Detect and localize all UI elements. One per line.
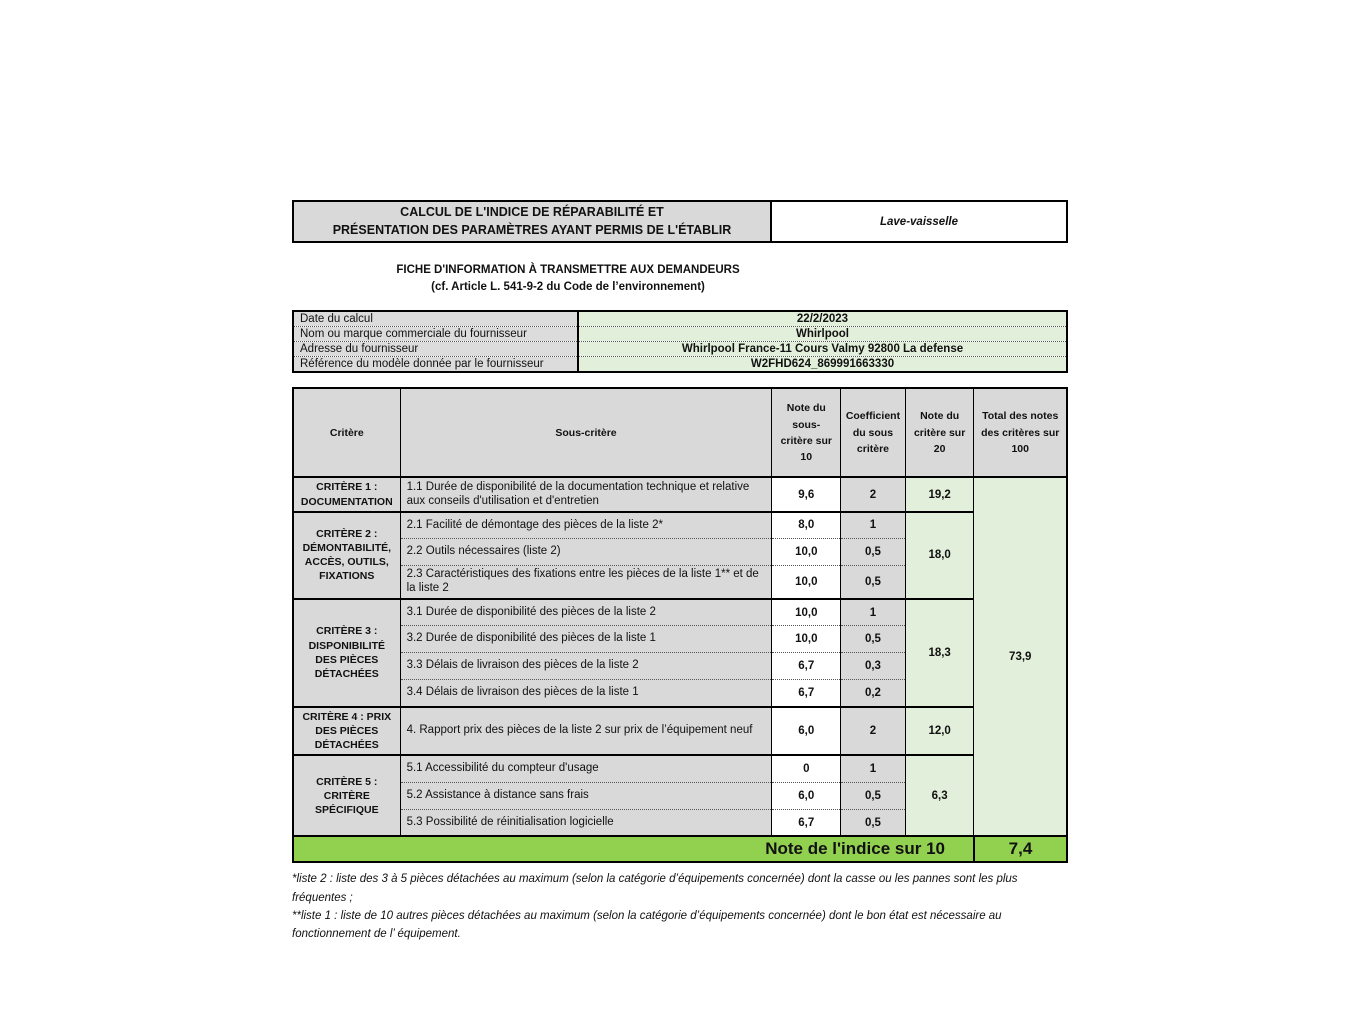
table-row bbox=[293, 477, 1067, 511]
info-row-address bbox=[293, 342, 1067, 357]
criteria-table bbox=[292, 387, 1068, 863]
note10-cell: 10,0 bbox=[772, 566, 841, 599]
final-score-label: Note de l'indice sur 10 bbox=[293, 836, 974, 862]
page-title bbox=[292, 200, 772, 243]
criterion-group-cell: CRITÈRE 5 : CRITÈRE SPÉCIFIQUE bbox=[293, 755, 400, 836]
final-score-row bbox=[293, 836, 1067, 862]
subcriterion-cell: 3.1 Durée de disponibilité des pièces de la liste 2 bbox=[400, 599, 772, 626]
coefficient-cell: 0,5 bbox=[841, 626, 906, 653]
subcriterion-cell: 4. Rapport prix des pièces de la liste 2 sur prix de l’équipement neuf bbox=[400, 707, 772, 756]
coefficient-cell: 0,3 bbox=[841, 653, 906, 680]
footnotes bbox=[292, 870, 1068, 944]
note10-cell: 10,0 bbox=[772, 539, 841, 566]
coefficient-cell: 0,5 bbox=[841, 809, 906, 836]
subcriterion-cell: 3.3 Délais de livraison des pièces de la liste 2 bbox=[400, 653, 772, 680]
table-row bbox=[293, 755, 1067, 782]
info-value-cell: Whirlpool France-11 Cours Valmy 92800 La defense bbox=[578, 342, 1067, 357]
coefficient-cell: 0,5 bbox=[841, 539, 906, 566]
note20-cell: 12,0 bbox=[905, 707, 974, 756]
title-line-1: CALCUL DE L'INDICE DE RÉPARABILITÉ ET bbox=[400, 205, 664, 219]
note10-cell: 10,0 bbox=[772, 599, 841, 626]
info-label-cell: Adresse du fournisseur bbox=[293, 342, 578, 357]
subcriterion-cell: 1.1 Durée de disponibilité de la documentation technique et relative aux conseils d'utilisation et d'entretien bbox=[400, 477, 772, 511]
info-label-cell: Nom ou marque commerciale du fournisseur bbox=[293, 327, 578, 342]
note10-cell: 6,7 bbox=[772, 809, 841, 836]
product-type-box bbox=[772, 200, 1068, 243]
note10-cell: 6,0 bbox=[772, 707, 841, 756]
info-row-date bbox=[293, 311, 1067, 327]
table-row bbox=[293, 707, 1067, 756]
coefficient-cell: 0,5 bbox=[841, 566, 906, 599]
note10-cell: 8,0 bbox=[772, 512, 841, 539]
repairability-index-sheet bbox=[292, 200, 1068, 944]
info-label-cell: Date du calcul bbox=[293, 311, 578, 327]
column-header-subcriterion: Sous-critère bbox=[400, 388, 772, 477]
subcriterion-cell: 2.3 Caractéristiques des fixations entre les pièces de la liste 1** et de la liste 2 bbox=[400, 566, 772, 599]
final-score-value: 7,4 bbox=[974, 836, 1067, 862]
note20-cell: 18,3 bbox=[905, 599, 974, 707]
column-header-note10: Note du sous-critère sur 10 bbox=[772, 388, 841, 477]
info-row-brand bbox=[293, 327, 1067, 342]
column-header-criterion: Critère bbox=[293, 388, 400, 477]
coefficient-cell: 0,5 bbox=[841, 782, 906, 809]
table-row bbox=[293, 599, 1067, 626]
criterion-group-cell: CRITÈRE 2 : DÉMONTABILITÉ, ACCÈS, OUTILS, FIXATIONS bbox=[293, 512, 400, 599]
coefficient-cell: 2 bbox=[841, 477, 906, 511]
subtitle-line-1: FICHE D'INFORMATION À TRANSMETTRE AUX DEMANDEURS bbox=[396, 264, 740, 276]
criterion-group-cell: CRITÈRE 3 : DISPONIBILITÉ DES PIÈCES DÉTACHÉES bbox=[293, 599, 400, 707]
note20-cell: 19,2 bbox=[905, 477, 974, 511]
note10-cell: 6,7 bbox=[772, 653, 841, 680]
note10-cell: 9,6 bbox=[772, 477, 841, 511]
column-header-note20: Note du critère sur 20 bbox=[905, 388, 974, 477]
coefficient-cell: 2 bbox=[841, 707, 906, 756]
note10-cell: 0 bbox=[772, 755, 841, 782]
criterion-group-cell: CRITÈRE 4 : PRIX DES PIÈCES DÉTACHÉES bbox=[293, 707, 400, 756]
column-header-coefficient: Coefficient du sous critère bbox=[841, 388, 906, 477]
info-row-reference bbox=[293, 357, 1067, 373]
table-header-row bbox=[293, 388, 1067, 477]
note20-cell: 6,3 bbox=[905, 755, 974, 836]
coefficient-cell: 1 bbox=[841, 512, 906, 539]
note20-cell: 18,0 bbox=[905, 512, 974, 599]
footnote-liste1: **liste 1 : liste de 10 autres pièces détachées au maximum (selon la catégorie d’équipements concernée) dont le bon état est nécessaire au fonctionnement de l’ équipement. bbox=[292, 910, 1002, 941]
coefficient-cell: 0,2 bbox=[841, 680, 906, 707]
subcriterion-cell: 5.1 Accessibilité du compteur d'usage bbox=[400, 755, 772, 782]
note10-cell: 6,0 bbox=[772, 782, 841, 809]
title-row bbox=[292, 200, 1068, 243]
product-type-label: Lave-vaisselle bbox=[879, 215, 958, 228]
title-line-2: PRÉSENTATION DES PARAMÈTRES AYANT PERMIS DE L'ÉTABLIR bbox=[332, 222, 732, 237]
subcriterion-cell: 2.2 Outils nécessaires (liste 2) bbox=[400, 539, 772, 566]
subtitle-line-2: (cf. Article L. 541-9-2 du Code de l’environnement) bbox=[431, 280, 705, 293]
subcriterion-cell: 5.3 Possibilité de réinitialisation logicielle bbox=[400, 809, 772, 836]
subcriterion-cell: 3.2 Durée de disponibilité des pièces de la liste 1 bbox=[400, 626, 772, 653]
supplier-info-table bbox=[292, 310, 1068, 373]
coefficient-cell: 1 bbox=[841, 599, 906, 626]
criterion-group-cell: CRITÈRE 1 : DOCUMENTATION bbox=[293, 477, 400, 511]
info-sheet-subtitle bbox=[292, 262, 844, 295]
footnote-liste2: *liste 2 : liste des 3 à 5 pièces détachées au maximum (selon la catégorie d’équipements concernée) dont la casse ou les pannes sont les plus fréquentes ; bbox=[292, 873, 1018, 904]
info-value-cell: W2FHD624_869991663330 bbox=[578, 357, 1067, 373]
info-value-cell: 22/2/2023 bbox=[578, 311, 1067, 327]
coefficient-cell: 1 bbox=[841, 755, 906, 782]
column-header-total100: Total des notes des critères sur 100 bbox=[974, 388, 1067, 477]
total-score-cell: 73,9 bbox=[974, 477, 1067, 836]
info-value-cell: Whirlpool bbox=[578, 327, 1067, 342]
subcriterion-cell: 2.1 Facilité de démontage des pièces de la liste 2* bbox=[400, 512, 772, 539]
note10-cell: 6,7 bbox=[772, 680, 841, 707]
note10-cell: 10,0 bbox=[772, 626, 841, 653]
table-row bbox=[293, 512, 1067, 539]
subcriterion-cell: 3.4 Délais de livraison des pièces de la liste 1 bbox=[400, 680, 772, 707]
subcriterion-cell: 5.2 Assistance à distance sans frais bbox=[400, 782, 772, 809]
info-label-cell: Référence du modèle donnée par le fournisseur bbox=[293, 357, 578, 373]
